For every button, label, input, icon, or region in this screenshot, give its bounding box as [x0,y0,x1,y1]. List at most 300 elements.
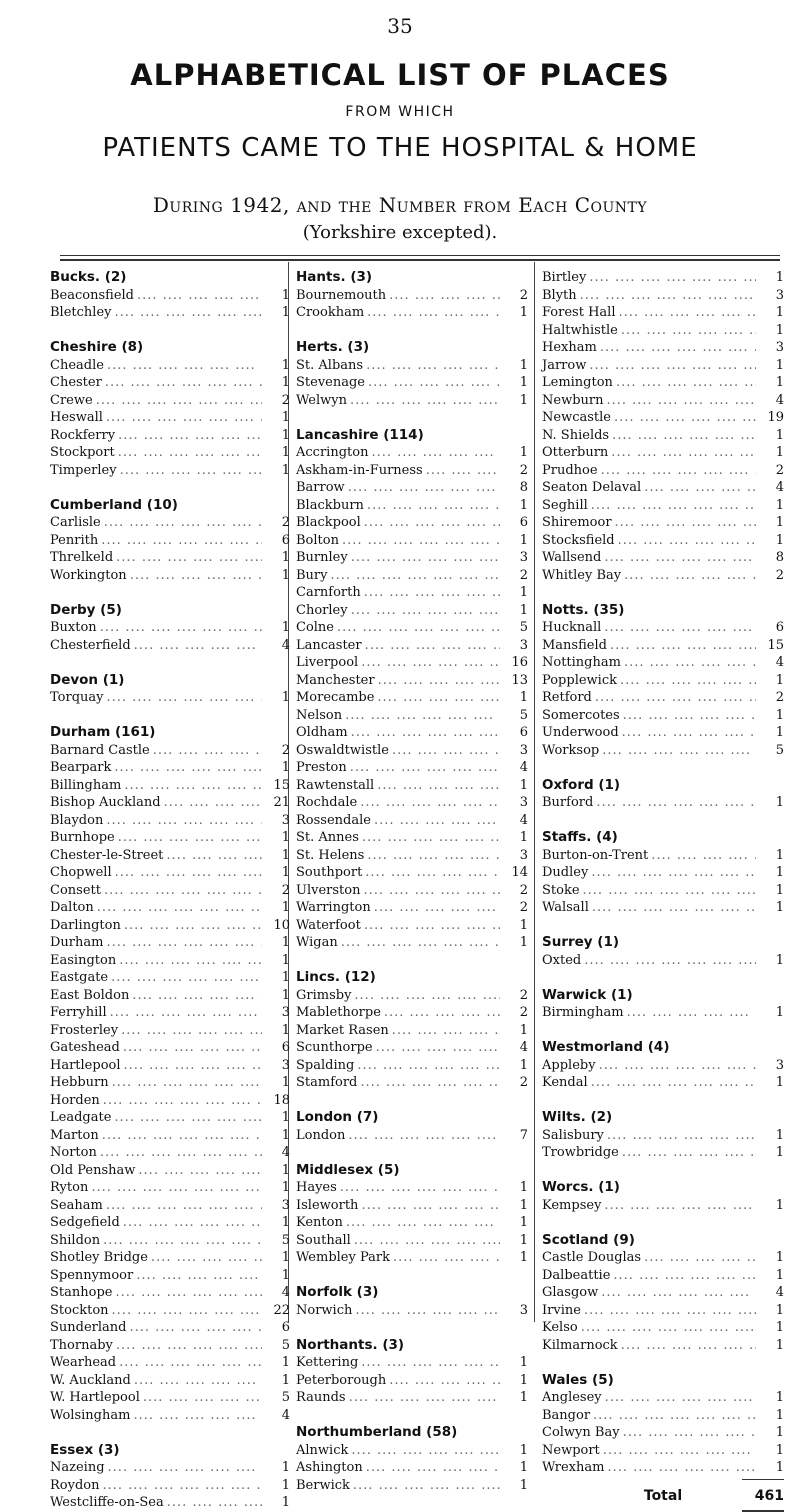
place-row-retford [542,689,784,707]
place-row-oldham [296,724,528,742]
dot-leader [121,777,262,795]
place-row-frosterley [50,1022,290,1040]
place-row-mablethorpe [296,1004,528,1022]
patient-count: 1 [775,1005,784,1020]
place-row-birmingham [542,1004,784,1022]
county-section [542,1372,784,1477]
place-name: Castle Douglas [542,1250,642,1265]
county-heading: Northumberland (58) [296,1424,458,1440]
patient-count: 2 [281,882,290,898]
dot-leader [108,969,262,987]
place-row-barnard-castle [50,742,290,760]
place-row-eastgate [50,969,290,987]
place-name: Gateshead [50,1040,120,1055]
place-row-billingham [50,777,290,795]
place-name: Spennymoor [50,1267,134,1283]
place-name: Frosterley [50,1022,119,1038]
patient-count: 1 [775,1197,784,1213]
page-number: 35 [387,14,413,38]
place-row-seaton-delaval [542,479,784,497]
county-heading: Staffs. (4) [542,829,618,845]
dot-leader [596,1057,756,1075]
dot-leader [343,1214,500,1232]
patient-count: 1 [281,445,290,460]
place-row-st-helens [296,847,528,865]
place-name: Stamford [296,1075,358,1090]
dot-leader [368,444,500,462]
dot-leader [361,514,500,532]
place-row-w-hartlepool [50,1389,290,1407]
dot-leader [621,654,756,672]
place-name: Dudley [542,865,589,880]
patient-count: 1 [281,970,290,985]
place-name: Spalding [296,1057,355,1073]
place-row-gateshead [50,1039,290,1057]
dot-leader [603,392,756,410]
patient-count: 3 [775,287,784,303]
place-row-bishop-auckland [50,794,290,812]
place-row-blackpool [296,514,528,532]
place-name: Shildon [50,1232,101,1248]
patient-count: 1 [775,1390,784,1405]
county-heading: Cheshire (8) [50,339,144,355]
county-section [296,969,528,1092]
place-row-stocksfield [542,532,784,550]
place-row-shildon [50,1232,290,1250]
place-name: Norton [50,1145,97,1160]
dot-leader [348,549,500,567]
place-name: Appleby [542,1057,596,1073]
county-heading: Surrey (1) [542,934,620,950]
place-name: Burton-on-Trent [542,847,649,863]
place-name: Kettering [296,1355,359,1370]
dot-leader [621,567,756,585]
place-row-mansfield [542,637,784,655]
patient-count: 4 [775,392,784,408]
patient-count: 6 [775,620,784,635]
place-name: Jarrow [542,357,587,373]
dot-leader [618,1337,756,1355]
patient-count: 1 [281,550,290,565]
dot-leader [337,1179,500,1197]
patient-count: 1 [281,305,290,320]
dot-leader [360,882,500,900]
place-name: Ferryhill [50,1005,107,1020]
dot-leader [111,1109,262,1127]
place-row-crookham [296,304,528,322]
place-row-preston [296,759,528,777]
patient-count: 1 [519,1442,528,1458]
place-name: Glasgow [542,1285,599,1300]
dot-leader [134,287,262,305]
patient-count: 3 [281,1197,290,1213]
place-row-threlkeld [50,549,290,567]
column-2 [296,269,528,1494]
dot-leader [113,1337,262,1355]
place-name: Rockferry [50,427,116,443]
patient-count: 4 [519,760,528,775]
dot-leader [364,304,500,322]
place-row-bolton [296,532,528,550]
place-name: Timperley [50,462,117,478]
place-row-blackburn [296,497,528,515]
dot-leader [351,1232,500,1250]
dot-leader [375,672,500,690]
dot-leader [620,1424,756,1442]
place-row-wearhead [50,1354,290,1372]
patient-count: 2 [519,1005,528,1020]
place-name: Dalton [50,900,94,915]
place-row-stockport [50,444,290,462]
place-name: Southport [296,865,363,880]
dot-leader [371,812,500,830]
place-name: Salisbury [542,1127,604,1143]
county-section [542,1232,784,1355]
place-row-bournemouth [296,287,528,305]
place-name: Rochdale [296,795,358,810]
county-heading: Scotland (9) [542,1231,635,1248]
county-section [542,1039,784,1092]
dot-leader [615,532,756,550]
place-name: Wigan [296,935,338,950]
place-row-old-penshaw [50,1162,290,1180]
caption-line-2: (Yorkshire excepted). [302,222,498,243]
place-row-scunthorpe [296,1039,528,1057]
dot-leader [364,847,500,865]
patient-count: 1 [775,445,784,460]
patient-count: 1 [281,1495,290,1510]
county-section [50,497,290,585]
place-row-castle-douglas [542,1249,784,1267]
place-name: Whitley Bay [542,567,622,583]
dot-leader [365,374,500,392]
place-name: Seghill [542,497,588,513]
dot-leader [107,1004,262,1022]
patient-count: 2 [775,567,784,583]
place-name: Buxton [50,620,97,635]
patient-count: 3 [519,847,528,863]
place-name: Burnley [296,550,348,565]
place-name: Popplewick [542,672,617,688]
patient-count: 2 [775,690,784,705]
place-name: Liverpool [296,655,359,670]
dot-leader [374,777,500,795]
dot-leader [345,479,500,497]
patient-count: 1 [281,462,290,478]
place-row-shotley-bridge [50,1249,290,1267]
place-row-bangor [542,1407,784,1425]
dot-leader [127,567,262,585]
place-name: Ulverston [296,882,361,898]
place-name: Shiremoor [542,515,612,530]
patient-count: 1 [519,585,528,600]
patient-count: 1 [519,392,528,408]
dot-leader [112,864,262,882]
place-name: Birmingham [542,1005,624,1020]
dot-leader [617,672,756,690]
place-row-stanhope [50,1284,290,1302]
total-rule-top [742,1479,784,1480]
place-name: Stevenage [296,375,365,390]
place-name: Colwyn Bay [542,1425,620,1440]
place-name: Bishop Auckland [50,795,161,810]
place-row-bletchley [50,304,290,322]
place-row-oswaldtwistle [296,742,528,760]
place-name: Chopwell [50,865,112,880]
place-row-marton [50,1127,290,1145]
place-name: Hartlepool [50,1057,121,1073]
place-name: Workington [50,567,127,583]
place-name: Chester [50,375,102,390]
place-row-timperley [50,462,290,480]
patient-count: 1 [281,287,290,303]
place-row-buxton [50,619,290,637]
patient-count: 1 [519,1390,528,1405]
place-row-hebburn [50,1074,290,1092]
place-row-blyth [542,287,784,305]
place-name: Bletchley [50,305,112,320]
county-section [50,339,290,479]
place-name: Thornaby [50,1337,113,1353]
dot-leader [363,357,500,375]
dot-leader [641,1249,756,1267]
dot-leader [610,1267,756,1285]
place-row-askham-in-furness [296,462,528,480]
patient-count: 2 [281,515,290,530]
county-section [542,987,784,1022]
place-name: Warrington [296,900,371,915]
place-name: Alnwick [296,1442,349,1458]
place-name: Carlisle [50,515,101,530]
dot-leader [161,794,262,812]
place-name: Kendal [542,1075,588,1090]
dot-leader [648,847,756,865]
county-section [542,269,784,584]
place-name: Bury [296,567,328,583]
place-name: Haltwhistle [542,322,618,338]
patient-count: 4 [775,480,784,495]
place-row-kenton [296,1214,528,1232]
place-name: Wrexham [542,1460,605,1475]
patient-count: 1 [519,1215,528,1230]
patient-count: 2 [519,287,528,303]
place-name: Preston [296,760,347,775]
place-row-penrith [50,532,290,550]
county-heading: Notts. (35) [542,601,625,618]
place-row-barrow [296,479,528,497]
patient-count: 1 [519,1197,528,1213]
place-name: Waterfoot [296,917,361,933]
place-name: Torquay [50,690,104,705]
dot-leader [389,742,500,760]
place-row-lemington [542,374,784,392]
dot-leader [598,462,756,480]
place-name: Darlington [50,917,121,933]
place-name: Ashington [296,1460,363,1475]
patient-count: 19 [767,410,784,425]
place-row-alnwick [296,1442,528,1460]
patient-count: 1 [519,1232,528,1248]
place-row-horden [50,1092,290,1110]
dot-leader [362,637,500,655]
place-row-chester [50,374,290,392]
patient-count: 1 [775,305,784,320]
patient-count: 1 [775,725,784,740]
dot-leader [111,304,262,322]
place-row-worksop [542,742,784,760]
place-name: Oldham [296,725,348,740]
place-name: Lancaster [296,637,362,653]
place-row-nazeing [50,1459,290,1477]
place-row-st-albans [296,357,528,375]
place-row-kilmarnock [542,1337,784,1355]
place-name: Hebburn [50,1075,109,1090]
dot-leader [103,409,262,427]
dot-leader [109,1302,262,1320]
place-row-ulverston [296,882,528,900]
patient-count: 10 [273,917,290,933]
place-row-popplewick [542,672,784,690]
place-name: Bearpark [50,760,112,775]
place-row-accrington [296,444,528,462]
patient-count: 4 [281,1285,290,1300]
place-name: Manchester [296,672,375,688]
dot-leader [607,637,756,655]
place-row-dalton [50,899,290,917]
patient-count: 6 [519,725,528,740]
dot-leader [604,1459,756,1477]
total-value: 461 [754,1487,784,1504]
place-row-kempsey [542,1197,784,1215]
place-row-newburn [542,392,784,410]
place-name: Crewe [50,392,93,408]
patient-count: 3 [281,1057,290,1073]
place-name: Mablethorpe [296,1005,381,1020]
patient-count: 2 [519,987,528,1003]
patient-count: 1 [519,497,528,513]
place-name: Westcliffe-on-Sea [50,1495,164,1510]
place-row-dalbeattie [542,1267,784,1285]
dot-leader [348,724,500,742]
place-name: Rawtenstall [296,777,375,793]
place-name: Newburn [542,392,604,408]
dot-leader [619,724,756,742]
patient-count: 1 [775,900,784,915]
patient-count: 1 [281,1022,290,1038]
patient-count: 2 [519,882,528,898]
dot-leader [111,759,262,777]
county-section [50,672,290,707]
patient-count: 1 [775,847,784,863]
place-row-prudhoe [542,462,784,480]
place-name: Walsall [542,900,589,915]
patient-count: 2 [519,567,528,583]
place-row-heswall [50,409,290,427]
county-section [296,1337,528,1407]
place-name: W. Hartlepool [50,1390,140,1405]
place-row-wrexham [542,1459,784,1477]
dot-leader [347,392,500,410]
patient-count: 1 [519,917,528,933]
patient-count: 1 [281,1075,290,1090]
dot-leader [354,1057,500,1075]
dot-leader [346,1389,500,1407]
place-name: Scunthorpe [296,1040,373,1055]
county-section [296,1109,528,1144]
place-name: Billingham [50,777,122,793]
patient-count: 6 [519,515,528,530]
dot-leader [342,707,500,725]
place-row-burnhope [50,829,290,847]
place-name: Norwich [296,1302,353,1318]
dot-leader [115,427,262,445]
patient-count: 1 [775,1250,784,1265]
place-row-southall [296,1232,528,1250]
place-name: Mansfield [542,637,607,653]
county-heading: Norfolk (3) [296,1284,379,1300]
dot-leader [117,462,262,480]
place-name: W. Auckland [50,1372,131,1388]
patient-count: 22 [273,1302,290,1318]
dot-leader [357,794,500,812]
dot-leader [133,1267,262,1285]
place-row-hucknall [542,619,784,637]
place-name: Newcastle [542,410,611,425]
patient-count: 3 [281,812,290,828]
dot-leader [390,1249,500,1267]
place-name: Forest Hall [542,305,616,320]
dot-leader [101,514,262,532]
place-row-wolsingham [50,1407,290,1425]
place-row-chesterfield [50,637,290,655]
dot-leader [99,1127,262,1145]
place-name: Heswall [50,410,103,425]
place-name: Kempsey [542,1197,602,1213]
place-name: Kelso [542,1320,578,1335]
dot-leader [374,689,500,707]
patient-count: 1 [281,1460,290,1475]
place-row-wallsend [542,549,784,567]
caption-line-1: During 1942, and the Number from Each County [152,193,648,217]
patient-count: 1 [281,1110,290,1125]
patient-count: 1 [775,707,784,723]
place-row-stevenage [296,374,528,392]
place-row-easington [50,952,290,970]
patient-count: 1 [281,1162,290,1178]
dot-leader [588,864,756,882]
county-section [542,777,784,812]
dot-leader [104,357,262,375]
place-name: Sunderland [50,1320,127,1335]
dot-leader [126,1319,262,1337]
place-row-chester-le-street [50,847,290,865]
header-rule-thin [60,255,780,256]
patient-count: 1 [281,830,290,845]
county-heading: Essex (3) [50,1441,120,1458]
patient-count: 1 [281,1127,290,1143]
dot-leader [601,549,756,567]
dot-leader [338,934,500,952]
place-row-w-auckland [50,1372,290,1390]
dot-leader [116,1354,262,1372]
patient-count: 1 [519,777,528,793]
patient-count: 1 [281,1477,290,1493]
dot-leader [609,427,756,445]
place-row-chorley [296,602,528,620]
place-row-consett [50,882,290,900]
place-row-jarrow [542,357,784,375]
dot-leader [115,444,262,462]
